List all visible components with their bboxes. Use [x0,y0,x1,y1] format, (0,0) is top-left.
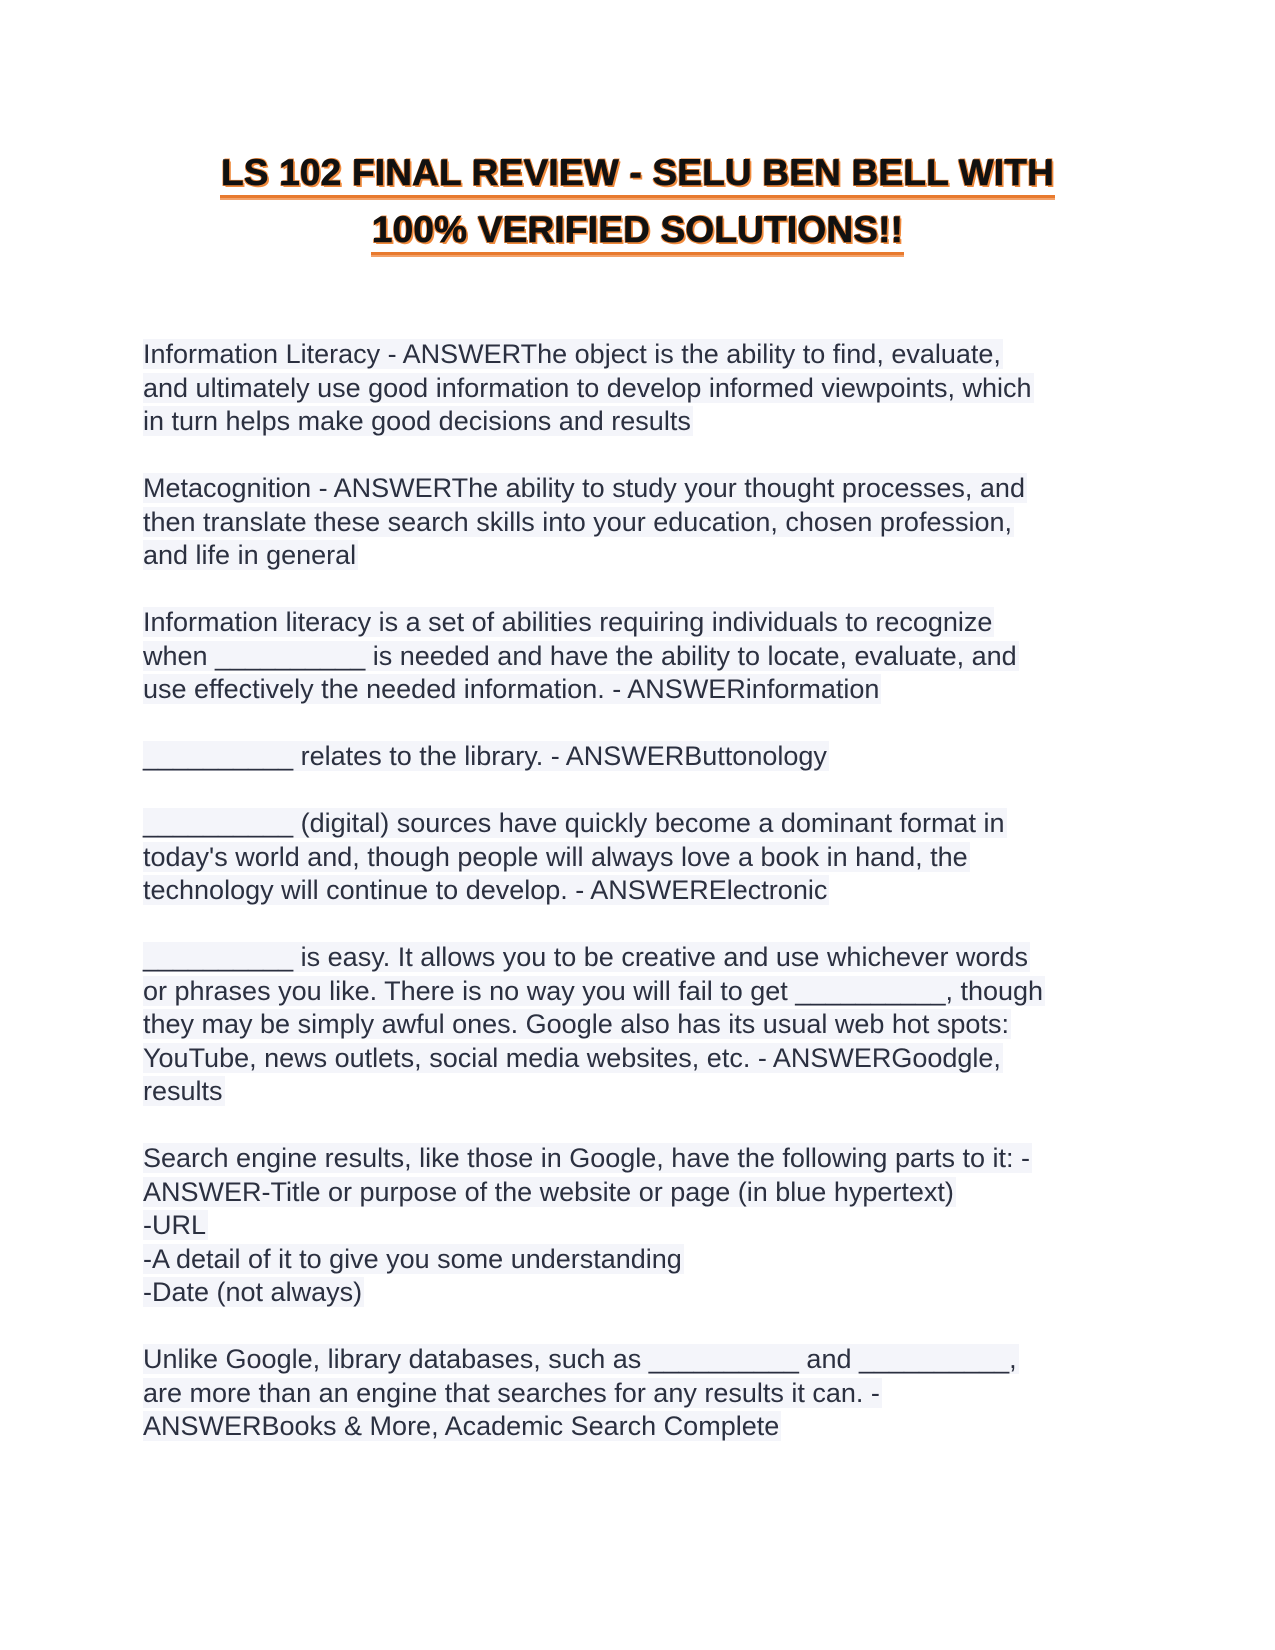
text-line: Unlike Google, library databases, such as __________ and __________, [143,1344,1017,1374]
text-line: __________ (digital) sources have quickly become a dominant format in [143,808,1005,838]
text-line: technology will continue to develop. - ANSWERElectronic [143,875,828,905]
text-line: then translate these search skills into your education, chosen profession, [143,506,1012,537]
text-line: when __________ is needed and have the ability to locate, evaluate, and [143,640,1017,671]
text-line: __________ relates to the library. - ANSWERButtonology [143,741,827,771]
text-line: or phrases you like. There is no way you will fail to get __________, though [143,975,1044,1006]
qa-item-information-literacy [143,338,1123,439]
text-line: and ultimately use good information to develop informed viewpoints, which [143,372,1032,403]
text-line: in turn helps make good decisions and results [143,406,691,436]
text-line: -Date (not always) [143,1277,363,1307]
text-line: YouTube, news outlets, social media websites, etc. - ANSWERGoodgle, [143,1042,1001,1073]
title-line-2: 100% VERIFIED SOLUTIONS!! [371,208,904,255]
qa-item-google [143,941,1123,1109]
text-line: are more than an engine that searches for any results it can. - [143,1377,880,1408]
text-line: results [143,1076,223,1106]
text-line: ANSWERBooks & More, Academic Search Complete [143,1411,780,1441]
qa-item-buttonology [143,740,1123,774]
text-line: Metacognition - ANSWERThe ability to study your thought processes, and [143,473,1025,503]
text-line: -URL [143,1210,207,1240]
title-line-1: LS 102 FINAL REVIEW - SELU BEN BELL WITH [220,151,1055,198]
document-title [0,146,1275,257]
qa-item-information [143,606,1123,707]
text-line: today's world and, though people will always love a book in hand, the [143,841,968,872]
text-line: Information literacy is a set of abilities requiring individuals to recognize [143,607,993,637]
document-body [143,338,1123,1477]
text-line: use effectively the needed information. - ANSWERinformation [143,674,880,704]
text-line: ANSWER-Title or purpose of the website or page (in blue hypertext) [143,1176,954,1207]
text-line: -A detail of it to give you some understanding [143,1243,682,1274]
qa-item-library-databases [143,1343,1123,1444]
text-line: and life in general [143,540,357,570]
text-line: Search engine results, like those in Google, have the following parts to it: - [143,1143,1030,1173]
qa-item-electronic [143,807,1123,908]
text-line: they may be simply awful ones. Google also has its usual web hot spots: [143,1009,1009,1039]
qa-item-search-engine-results [143,1142,1123,1310]
text-line: Information Literacy - ANSWERThe object is the ability to find, evaluate, [143,339,1001,369]
qa-item-metacognition [143,472,1123,573]
text-line: __________ is easy. It allows you to be creative and use whichever words [143,942,1029,972]
